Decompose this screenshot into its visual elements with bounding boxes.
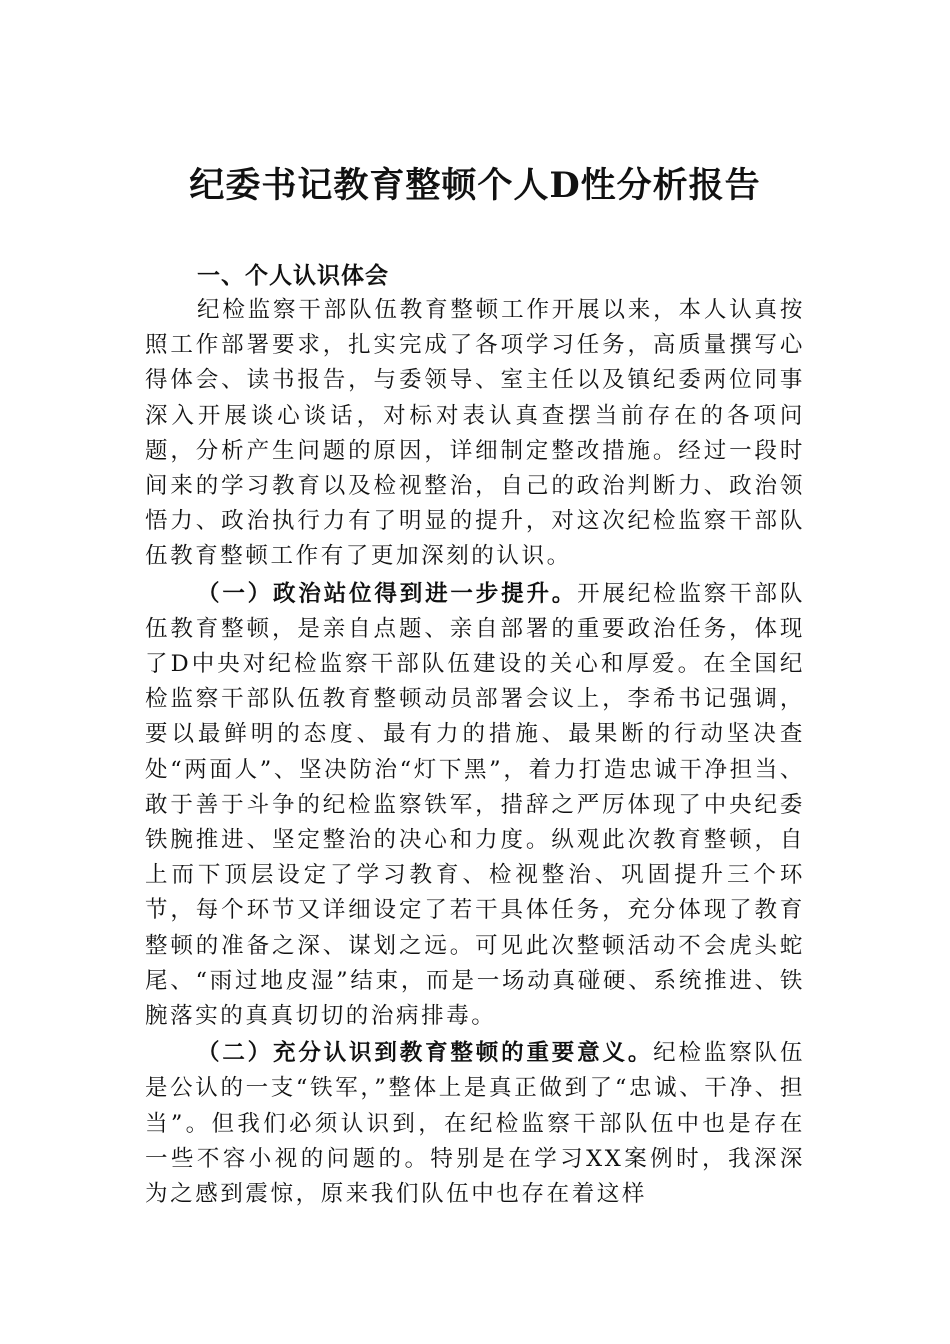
paragraph-subsection-2 bbox=[145, 1036, 805, 1212]
section-heading-1: 一、个人认识体会 bbox=[197, 262, 389, 289]
subsection-1-text: 开展纪检监察干部队伍教育整顿，是亲自点题、亲自部署的重要政治任务，体现了D中央对纪检监察干部队伍建设的关心和厚爱。在全国纪检监察干部队伍教育整顿动员部署会议上，李希书记强调，要以最鲜明的态度、最有力的措施、最果断的行动坚决查处“两面人”、坚决防治“灯下黑”，着力打造忠诚干净担当、敢于善于斗争的纪检监察铁军，措辞之严厉体现了中央纪委铁腕推进、坚定整治的决心和力度。纵观此次教育整顿，自上而下顶层设定了学习教育、检视整治、巩固提升三个环节，每个环节又详细设定了若干具体任务，充分体现了教育整顿的准备之深、谋划之远。可见此次整顿活动不会虎头蛇尾、“雨过地皮湿”结束，而是一场动真碰硬、系统推进、铁腕落实的真真切切的治病排毒。 bbox=[145, 580, 805, 1030]
document-page bbox=[145, 0, 805, 1344]
document-title: 纪委书记教育整顿个人D性分析报告 bbox=[189, 165, 761, 206]
subsection-1-heading: （一）政治站位得到进一步提升。 bbox=[197, 580, 578, 607]
paragraph-intro: 纪检监察干部队伍教育整顿工作开展以来，本人认真按照工作部署要求，扎实完成了各项学习任务，高质量撰写心得体会、读书报告，与委领导、室主任以及镇纪委两位同事深入开展谈心谈话，对标对表认真查摆当前存在的各项问题，分析产生问题的原因，详细制定整改措施。经过一段时间来的学习教育以及检视整治，自己的政治判断力、政治领悟力、政治执行力有了明显的提升，对这次纪检监察干部队伍教育整顿工作有了更加深刻的认识。 bbox=[145, 297, 805, 570]
subsection-2-text: 纪检监察队伍是公认的一支“铁军，”整体上是真正做到了“忠诚、干净、担当”。但我们必须认识到，在纪检监察干部队伍中也是存在一些不容小视的问题的。特别是在学习XX案例时，我深深为之感到震惊，原来我们队伍中也存在着这样 bbox=[145, 1040, 805, 1208]
paragraph-subsection-1 bbox=[145, 577, 805, 1035]
subsection-2-heading: （二）充分认识到教育整顿的重要意义。 bbox=[197, 1040, 654, 1067]
document-body bbox=[145, 258, 805, 1212]
